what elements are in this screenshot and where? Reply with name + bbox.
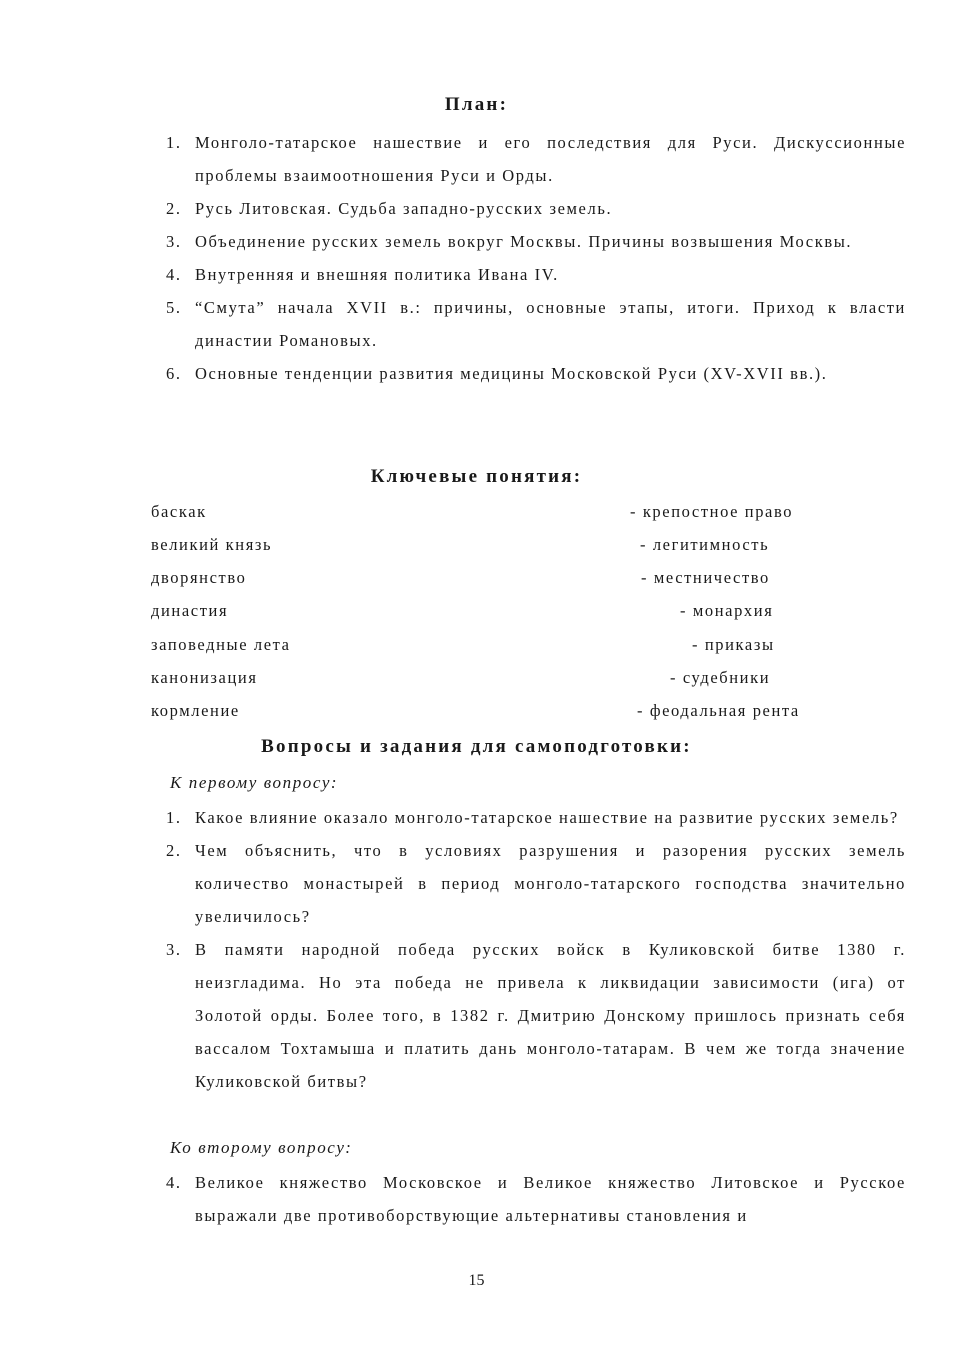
first-question-list bbox=[166, 801, 906, 1098]
concept-term: заповедные лета bbox=[151, 635, 291, 654]
concept-term: канонизация bbox=[151, 668, 258, 687]
concept-term: дворянство bbox=[151, 568, 247, 587]
plan-heading: План: bbox=[444, 94, 509, 115]
concept-term: - феодальная рента bbox=[637, 701, 800, 720]
list-item: 6. Основные тенденции развития медицины Московской Руси (XV-XVII вв.). bbox=[166, 364, 828, 383]
concept-term: династия bbox=[151, 601, 229, 620]
concept-term: - монархия bbox=[680, 601, 774, 620]
concept-term: - местничество bbox=[641, 568, 770, 587]
concept-term: - крепостное право bbox=[630, 502, 794, 521]
second-question-list bbox=[166, 1166, 906, 1232]
first-question-label: К первому вопросу: bbox=[170, 773, 339, 792]
concept-term: - судебники bbox=[670, 668, 771, 687]
list-item: 2. Русь Литовская. Судьба западно-русских земель. bbox=[166, 199, 613, 218]
list-item: 4. Внутренняя и внешняя политика Ивана IV. bbox=[166, 265, 559, 284]
concepts-heading: Ключевые понятия: bbox=[370, 466, 583, 487]
plan-list bbox=[166, 126, 906, 390]
concept-term: великий князь bbox=[151, 535, 273, 554]
page-number: 15 bbox=[468, 1272, 485, 1289]
list-item: 4. Великое княжество Московское и Великое княжество Литовское и Русское выражали две противоборствующие альтернативы становления и bbox=[166, 1173, 906, 1225]
concept-term: - легитимность bbox=[640, 535, 770, 554]
concept-term: баскак bbox=[151, 502, 207, 521]
list-item: 1. Какое влияние оказало монголо-татарское нашествие на развитие русских земель? bbox=[166, 808, 899, 827]
list-item: 2. Чем объяснить, что в условиях разрушения и разорения русских земель количество монастырей в период монголо-татарского господства значительно увеличилось? bbox=[166, 841, 906, 926]
second-question-label: Ко второму вопросу: bbox=[170, 1138, 353, 1157]
concept-term: - приказы bbox=[692, 635, 775, 654]
list-item: 3. В памяти народной победа русских войск в Куликовской битве 1380 г. неизгладима. Но эта победа не привела к ликвидации зависимости (ига) от Золотой орды. Более того, в 1382 г. Дмитрию Донскому пришлось признать себя вассалом Тохтамыша и платить дань монголо-татарам. В чем же тогда значение Куликовской битвы? bbox=[166, 940, 906, 1091]
questions-heading: Вопросы и задания для самоподготовки: bbox=[261, 736, 692, 757]
list-item: 3. Объединение русских земель вокруг Москвы. Причины возвышения Москвы. bbox=[166, 232, 853, 251]
list-item: 1. Монголо-татарское нашествие и его последствия для Руси. Дискуссионные проблемы взаимоотношения Руси и Орды. bbox=[166, 133, 906, 185]
concept-term: кормление bbox=[151, 701, 240, 720]
list-item: 5. “Смута” начала XVII в.: причины, основные этапы, итоги. Приход к власти династии Романовых. bbox=[166, 298, 906, 350]
